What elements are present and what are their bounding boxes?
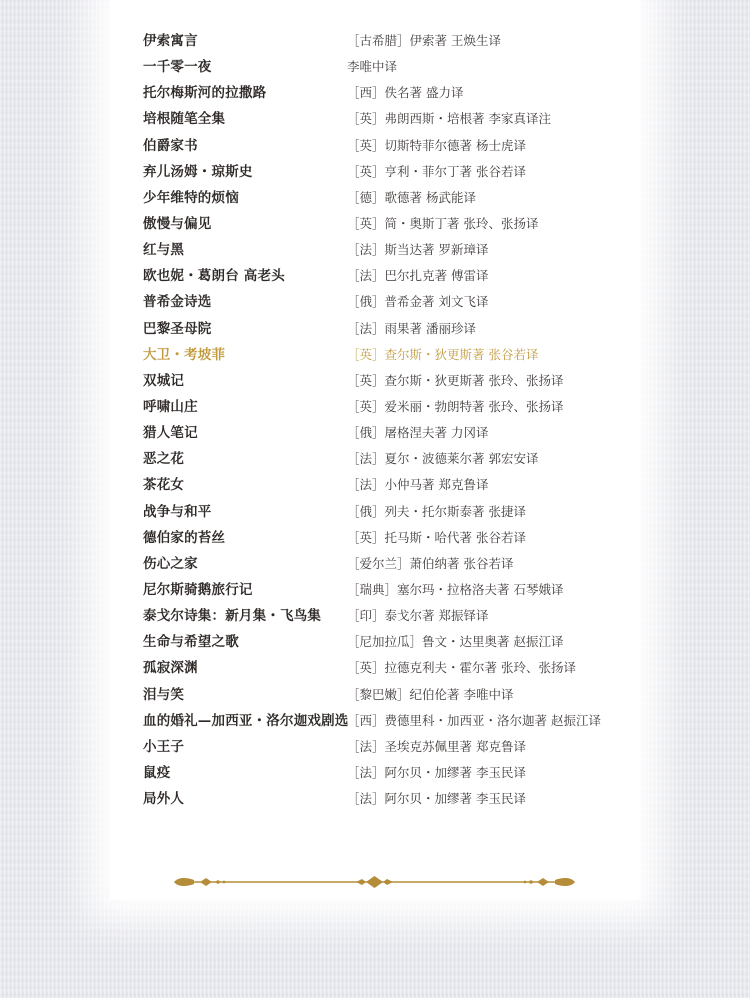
book-row [143,368,643,394]
book-title: 德伯家的苔丝 [143,529,226,546]
book-author-translator: ［法］雨果著 潘丽珍译 [347,320,476,336]
book-title: 傲慢与偏见 [143,215,212,232]
book-row [143,420,643,446]
book-title: 泪与笑 [143,686,185,703]
book-title: 大卫・考坡菲 [143,346,226,363]
book-title: 伊索寓言 [143,33,198,49]
book-author-translator: ［德］歌德著 杨武能译 [347,189,476,205]
book-title: 一千零一夜 [143,59,212,76]
book-title: 茶花女 [143,477,185,494]
book-row [143,54,643,80]
book-row [143,629,643,655]
book-row [143,394,643,420]
book-author-translator: ［英］切斯特菲尔德著 杨士虎译 [347,137,526,153]
book-row [143,316,643,342]
book-title: 普希金诗选 [143,294,212,311]
book-author-translator: ［法］巴尔扎克著 傅雷译 [347,268,489,284]
book-author-translator: ［法］圣埃克苏佩里著 郑克鲁译 [347,738,526,754]
book-row [143,682,643,708]
book-author-translator: ［爱尔兰］萧伯纳著 张谷若译 [347,555,514,571]
book-title: 猎人笔记 [143,425,198,442]
book-title: 泰戈尔诗集：新月集・飞鸟集 [143,608,322,625]
book-row [143,786,643,812]
book-row [143,133,643,159]
book-row [143,342,643,368]
book-author-translator: ［瑞典］塞尔玛・拉格洛夫著 石琴娥译 [347,581,564,597]
book-row [143,603,643,629]
book-row [143,551,643,577]
book-author-translator: ［法］斯当达著 罗新璋译 [347,242,489,258]
book-author-translator: ［英］托马斯・哈代著 张谷若译 [347,529,526,545]
book-row [143,211,643,237]
book-row [143,28,643,54]
book-title: 尼尔斯骑鹅旅行记 [143,581,253,598]
book-title: 小王子 [143,738,185,755]
book-title: 弃儿汤姆・琼斯史 [143,163,253,180]
book-title: 伤心之家 [143,555,198,572]
book-author-translator: ［法］小仲马著 郑克鲁译 [347,477,489,493]
book-author-translator: ［俄］普希金著 刘文飞译 [347,294,489,310]
book-author-translator: ［法］阿尔贝・加缪著 李玉民译 [347,764,526,780]
book-author-translator: ［英］亨利・菲尔丁著 张谷若译 [347,163,526,179]
book-author-translator: ［古希腊］伊索著 王焕生译 [347,33,501,48]
book-title: 鼠疫 [143,764,171,781]
book-title: 战争与和平 [143,503,212,520]
book-author-translator: ［黎巴嫩］纪伯伦著 李唯中译 [347,686,514,702]
book-author-translator: 李唯中译 [347,59,398,75]
decorative-divider [172,868,577,896]
book-title: 呼啸山庄 [143,398,198,415]
book-row [143,499,643,525]
book-row [143,289,643,315]
book-author-translator: ［俄］屠格涅夫著 力冈译 [347,425,489,441]
book-author-translator: ［西］佚名著 盛力译 [347,85,464,101]
book-row [143,472,643,498]
book-title: 托尔梅斯河的拉撒路 [143,85,267,102]
book-title: 生命与希望之歌 [143,634,239,651]
book-row [143,80,643,106]
book-row [143,655,643,681]
book-row [143,106,643,132]
book-author-translator: ［俄］列夫・托尔斯泰著 张捷译 [347,503,526,519]
book-title: 伯爵家书 [143,137,198,154]
book-row [143,525,643,551]
book-title: 孤寂深渊 [143,660,198,677]
book-title: 恶之花 [143,451,185,468]
book-author-translator: ［西］费德里科・加西亚・洛尔迦著 赵振江译 [347,712,601,728]
book-title: 双城记 [143,372,185,389]
book-title: 少年维特的烦恼 [143,189,239,206]
book-author-translator: ［尼加拉瓜］鲁文・达里奥著 赵振江译 [347,634,564,650]
book-title: 局外人 [143,791,185,808]
book-row [143,185,643,211]
book-row [143,263,643,289]
book-title: 血的婚礼—加西亚・洛尔迦戏剧选 [143,712,349,729]
book-title: 红与黑 [143,242,185,259]
book-author-translator: ［英］查尔斯・狄更斯著 张谷若译 [347,346,539,362]
book-title: 欧也妮・葛朗台 高老头 [143,268,285,285]
book-author-translator: ［英］拉德克利夫・霍尔著 张玲、张扬译 [347,660,576,676]
book-title: 巴黎圣母院 [143,320,212,337]
book-author-translator: ［英］查尔斯・狄更斯著 张玲、张扬译 [347,372,564,388]
book-list [143,28,643,812]
book-title: 培根随笔全集 [143,111,226,128]
book-author-translator: ［法］阿尔贝・加缪著 李玉民译 [347,791,526,807]
book-author-translator: ［英］弗朗西斯・培根著 李家真译注 [347,111,551,127]
book-row [143,577,643,603]
book-author-translator: ［印］泰戈尔著 郑振铎译 [347,608,489,624]
book-row [143,734,643,760]
book-row [143,708,643,734]
book-author-translator: ［英］爱米丽・勃朗特著 张玲、张扬译 [347,398,564,414]
book-author-translator: ［法］夏尔・波德莱尔著 郭宏安译 [347,451,539,467]
book-row [143,760,643,786]
book-author-translator: ［英］简・奥斯丁著 张玲、张扬译 [347,215,539,231]
book-row [143,159,643,185]
book-row [143,446,643,472]
book-row [143,237,643,263]
